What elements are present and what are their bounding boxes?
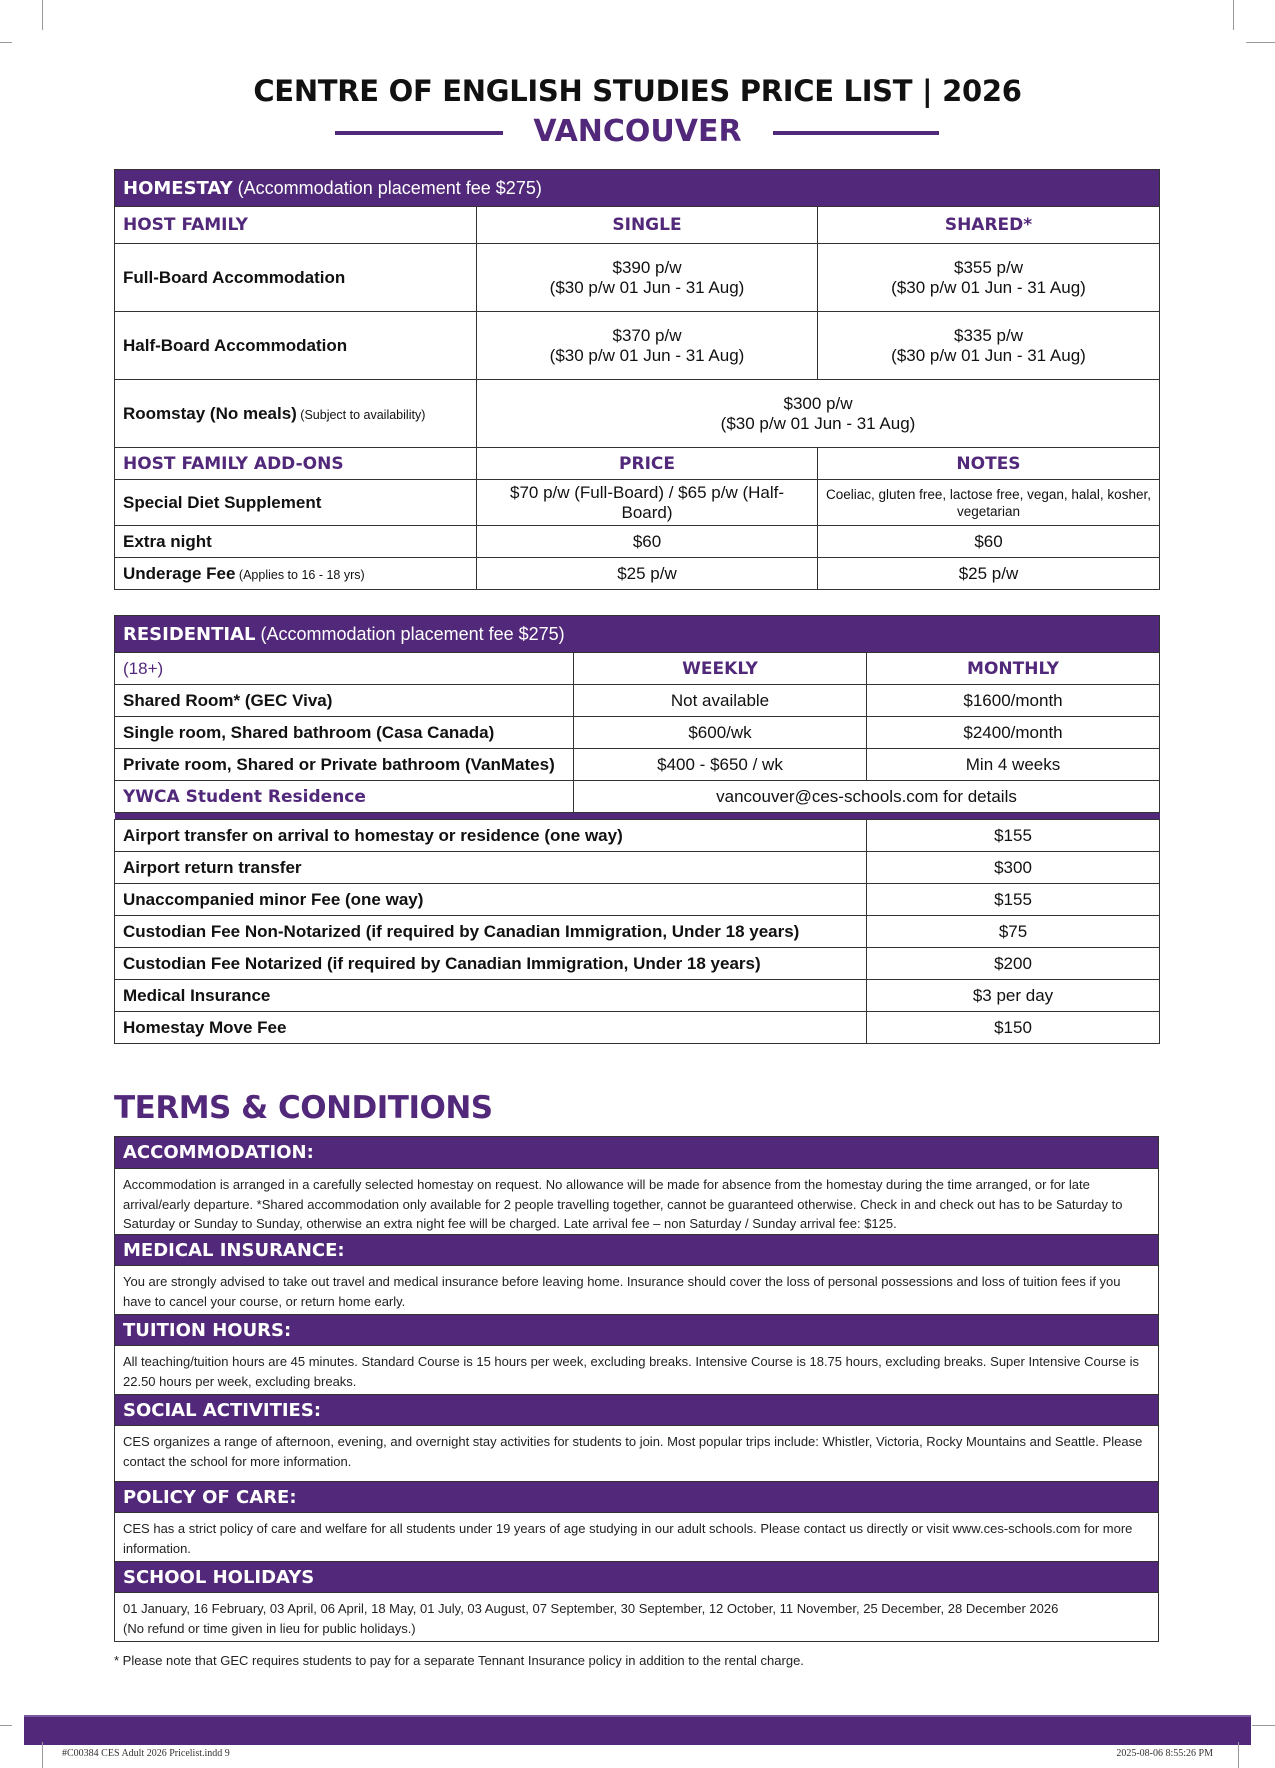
col-price: PRICE — [477, 448, 818, 480]
row-label: Extra night — [115, 526, 477, 558]
row-label: Unaccompanied minor Fee (one way) — [115, 884, 867, 916]
col-addons: HOST FAMILY ADD-ONS — [115, 448, 477, 480]
notes-cell: $25 p/w — [818, 558, 1160, 590]
price-cell: $25 p/w — [477, 558, 818, 590]
col-notes: NOTES — [818, 448, 1160, 480]
table-row — [115, 717, 1160, 749]
row-label: Medical Insurance — [115, 980, 867, 1012]
price-note: ($30 p/w 01 Jun - 31 Aug) — [549, 277, 745, 297]
col-host-family: HOST FAMILY — [115, 207, 477, 244]
crop-mark — [42, 0, 43, 30]
terms-section-body: CES organizes a range of afternoon, evening, and overnight stay activities for students to join. Most popular trips include: Whistler, Victoria, Rocky Mountains and Seattle. Please contact the school for more information. — [115, 1425, 1158, 1481]
table-row — [115, 685, 1160, 717]
terms-section-body: CES has a strict policy of care and welfare for all students under 19 years of age studying in our adult schools. Please contact us directly or visit www.ces-schools.com for more information. — [115, 1512, 1158, 1561]
price-cell: $70 p/w (Full-Board) / $65 p/w (Half-Board) — [477, 480, 818, 526]
homestay-band-note: (Accommodation placement fee $275) — [232, 177, 542, 198]
ywca-label: YWCA Student Residence — [115, 781, 574, 813]
terms-section-title: TUITION HOURS: — [115, 1314, 1158, 1345]
row-label: Private room, Shared or Private bathroom (VanMates) — [115, 749, 574, 781]
price: $390 p/w — [612, 257, 682, 277]
underage-label: Underage Fee — [123, 563, 236, 583]
row-label: Full-Board Accommodation — [115, 244, 477, 312]
table-row — [115, 916, 1160, 948]
price-cell — [818, 244, 1160, 312]
price-cell: $300 — [867, 852, 1160, 884]
residential-band-note: (Accommodation placement fee $275) — [255, 623, 565, 644]
holidays-note: (No refund or time given in lieu for public holidays.) — [123, 1620, 416, 1636]
table-row — [115, 526, 1160, 558]
row-label: Custodian Fee Notarized (if required by Canadian Immigration, Under 18 years) — [115, 948, 867, 980]
footer-timestamp: 2025-08-06 8:55:26 PM — [1116, 1748, 1213, 1759]
crop-mark — [1233, 0, 1234, 30]
col-age: (18+) — [115, 653, 574, 685]
terms-section-title: SCHOOL HOLIDAYS — [115, 1561, 1158, 1592]
monthly-cell: Min 4 weeks — [867, 749, 1160, 781]
terms-section-body — [115, 1592, 1158, 1641]
table-row — [115, 1012, 1160, 1044]
table-row — [115, 749, 1160, 781]
terms-section-title: POLICY OF CARE: — [115, 1481, 1158, 1512]
title-year: 2026 — [942, 74, 1022, 108]
price-cell — [477, 380, 1160, 448]
table-row-ywca — [115, 781, 1160, 813]
price-cell — [477, 244, 818, 312]
price-cell: $200 — [867, 948, 1160, 980]
price-cell — [477, 312, 818, 380]
crop-mark — [1252, 1725, 1275, 1726]
row-label: Half-Board Accommodation — [115, 312, 477, 380]
monthly-cell: $1600/month — [867, 685, 1160, 717]
holidays-list: 01 January, 16 February, 03 April, 06 April, 18 May, 01 July, 03 August, 07 September, 30 September, 12 October, 11 November, 25 December, 28 December 2026 — [123, 1601, 1059, 1616]
price-cell: $3 per day — [867, 980, 1160, 1012]
terms-section-title: SOCIAL ACTIVITIES: — [115, 1394, 1158, 1425]
table-row — [115, 558, 1160, 590]
table-row — [115, 980, 1160, 1012]
crop-mark — [42, 1742, 43, 1768]
price-cell: $150 — [867, 1012, 1160, 1044]
table-row — [115, 480, 1160, 526]
city-subtitle: VANCOUVER — [533, 114, 742, 149]
ywca-contact: vancouver@ces-schools.com for details — [574, 781, 1160, 813]
weekly-cell: Not available — [574, 685, 867, 717]
col-monthly: MONTHLY — [867, 653, 1160, 685]
table-row — [115, 852, 1160, 884]
price-cell: $155 — [867, 820, 1160, 852]
title-rule-right — [773, 131, 939, 135]
terms-section-title: MEDICAL INSURANCE: — [115, 1234, 1158, 1265]
roomstay-label: Roomstay (No meals) — [123, 403, 297, 423]
underage-note: (Applies to 16 - 18 yrs) — [235, 567, 365, 582]
price-note: ($30 p/w 01 Jun - 31 Aug) — [891, 345, 1086, 365]
row-label — [115, 380, 477, 448]
homestay-table — [114, 169, 1160, 590]
col-shared: SHARED* — [818, 207, 1160, 244]
terms-box — [114, 1136, 1159, 1642]
row-label: Shared Room* (GEC Viva) — [115, 685, 574, 717]
price: $335 p/w — [954, 325, 1023, 345]
notes-cell: $60 — [818, 526, 1160, 558]
col-weekly: WEEKLY — [574, 653, 867, 685]
notes-cell: Coeliac, gluten free, lactose free, vegan, halal, kosher, vegetarian — [818, 480, 1160, 526]
page-title — [0, 74, 1275, 108]
homestay-band — [115, 170, 1160, 207]
homestay-band-title: HOMESTAY — [123, 177, 233, 199]
price-note: ($30 p/w 01 Jun - 31 Aug) — [891, 277, 1086, 297]
homestay-header-row — [115, 207, 1160, 244]
section-separator — [115, 813, 1160, 820]
terms-section-body: You are strongly advised to take out travel and medical insurance before leaving home. Insurance should cover the loss of personal possessions and loss of tuition fees if you have to cancel your course, or return home early. — [115, 1265, 1158, 1314]
separator-bar — [115, 813, 1160, 820]
crop-mark — [0, 1725, 12, 1726]
row-label: Special Diet Supplement — [115, 480, 477, 526]
price: $300 p/w — [783, 393, 853, 413]
crop-mark — [1246, 42, 1275, 43]
terms-section-title: ACCOMMODATION: — [115, 1137, 1158, 1168]
price-cell: $60 — [477, 526, 818, 558]
crop-mark — [1238, 1742, 1239, 1768]
monthly-cell: $2400/month — [867, 717, 1160, 749]
col-single: SINGLE — [477, 207, 818, 244]
price-cell: $155 — [867, 884, 1160, 916]
table-row — [115, 312, 1160, 380]
row-label — [115, 558, 477, 590]
price-note: ($30 p/w 01 Jun - 31 Aug) — [549, 345, 745, 365]
terms-section-body: Accommodation is arranged in a carefully selected homestay on request. No allowance will be made for absence from the homestay during the time arranged, or for late arrival/early departure. *Shared accommodation only available for 2 people travelling together, cannot be guaranteed otherwise. Check in and check out has to be Saturday to Saturday or Sunday to Sunday, otherwise an extra night fee will be charged. Late arrival fee – non Saturday / Sunday arrival fee: $125. — [115, 1168, 1158, 1234]
terms-section-body: All teaching/tuition hours are 45 minutes. Standard Course is 15 hours per week, excluding breaks. Intensive Course is 18.75 hours, excluding breaks. Super Intensive Course is 22.50 hours per week, excluding breaks. — [115, 1345, 1158, 1394]
row-label: Single room, Shared bathroom (Casa Canada) — [115, 717, 574, 749]
roomstay-note: (Subject to availability) — [296, 407, 426, 422]
price: $370 p/w — [612, 325, 682, 345]
addons-header-row — [115, 448, 1160, 480]
price: $355 p/w — [954, 257, 1023, 277]
table-row — [115, 820, 1160, 852]
terms-heading: TERMS & CONDITIONS — [114, 1090, 493, 1126]
table-row — [115, 244, 1160, 312]
residential-band-title: RESIDENTIAL — [123, 623, 256, 645]
row-label: Airport transfer on arrival to homestay or residence (one way) — [115, 820, 867, 852]
table-row-roomstay — [115, 380, 1160, 448]
residential-header-row — [115, 653, 1160, 685]
weekly-cell: $400 - $650 / wk — [574, 749, 867, 781]
table-row — [115, 884, 1160, 916]
footer-file-label: #C00384 CES Adult 2026 Pricelist.indd 9 — [62, 1748, 230, 1759]
row-label: Airport return transfer — [115, 852, 867, 884]
footer-bar — [24, 1715, 1251, 1745]
title-text: CENTRE OF ENGLISH STUDIES PRICE LIST | — [253, 74, 943, 108]
row-label: Homestay Move Fee — [115, 1012, 867, 1044]
crop-mark — [0, 42, 12, 43]
price-cell: $75 — [867, 916, 1160, 948]
price-note: ($30 p/w 01 Jun - 31 Aug) — [720, 413, 916, 433]
footnote: * Please note that GEC requires students to pay for a separate Tennant Insurance policy in addition to the rental charge. — [114, 1653, 804, 1668]
price-cell — [818, 312, 1160, 380]
row-label: Custodian Fee Non-Notarized (if required by Canadian Immigration, Under 18 years) — [115, 916, 867, 948]
weekly-cell: $600/wk — [574, 717, 867, 749]
residential-band — [115, 616, 1160, 653]
table-row — [115, 948, 1160, 980]
residential-table — [114, 615, 1160, 1044]
